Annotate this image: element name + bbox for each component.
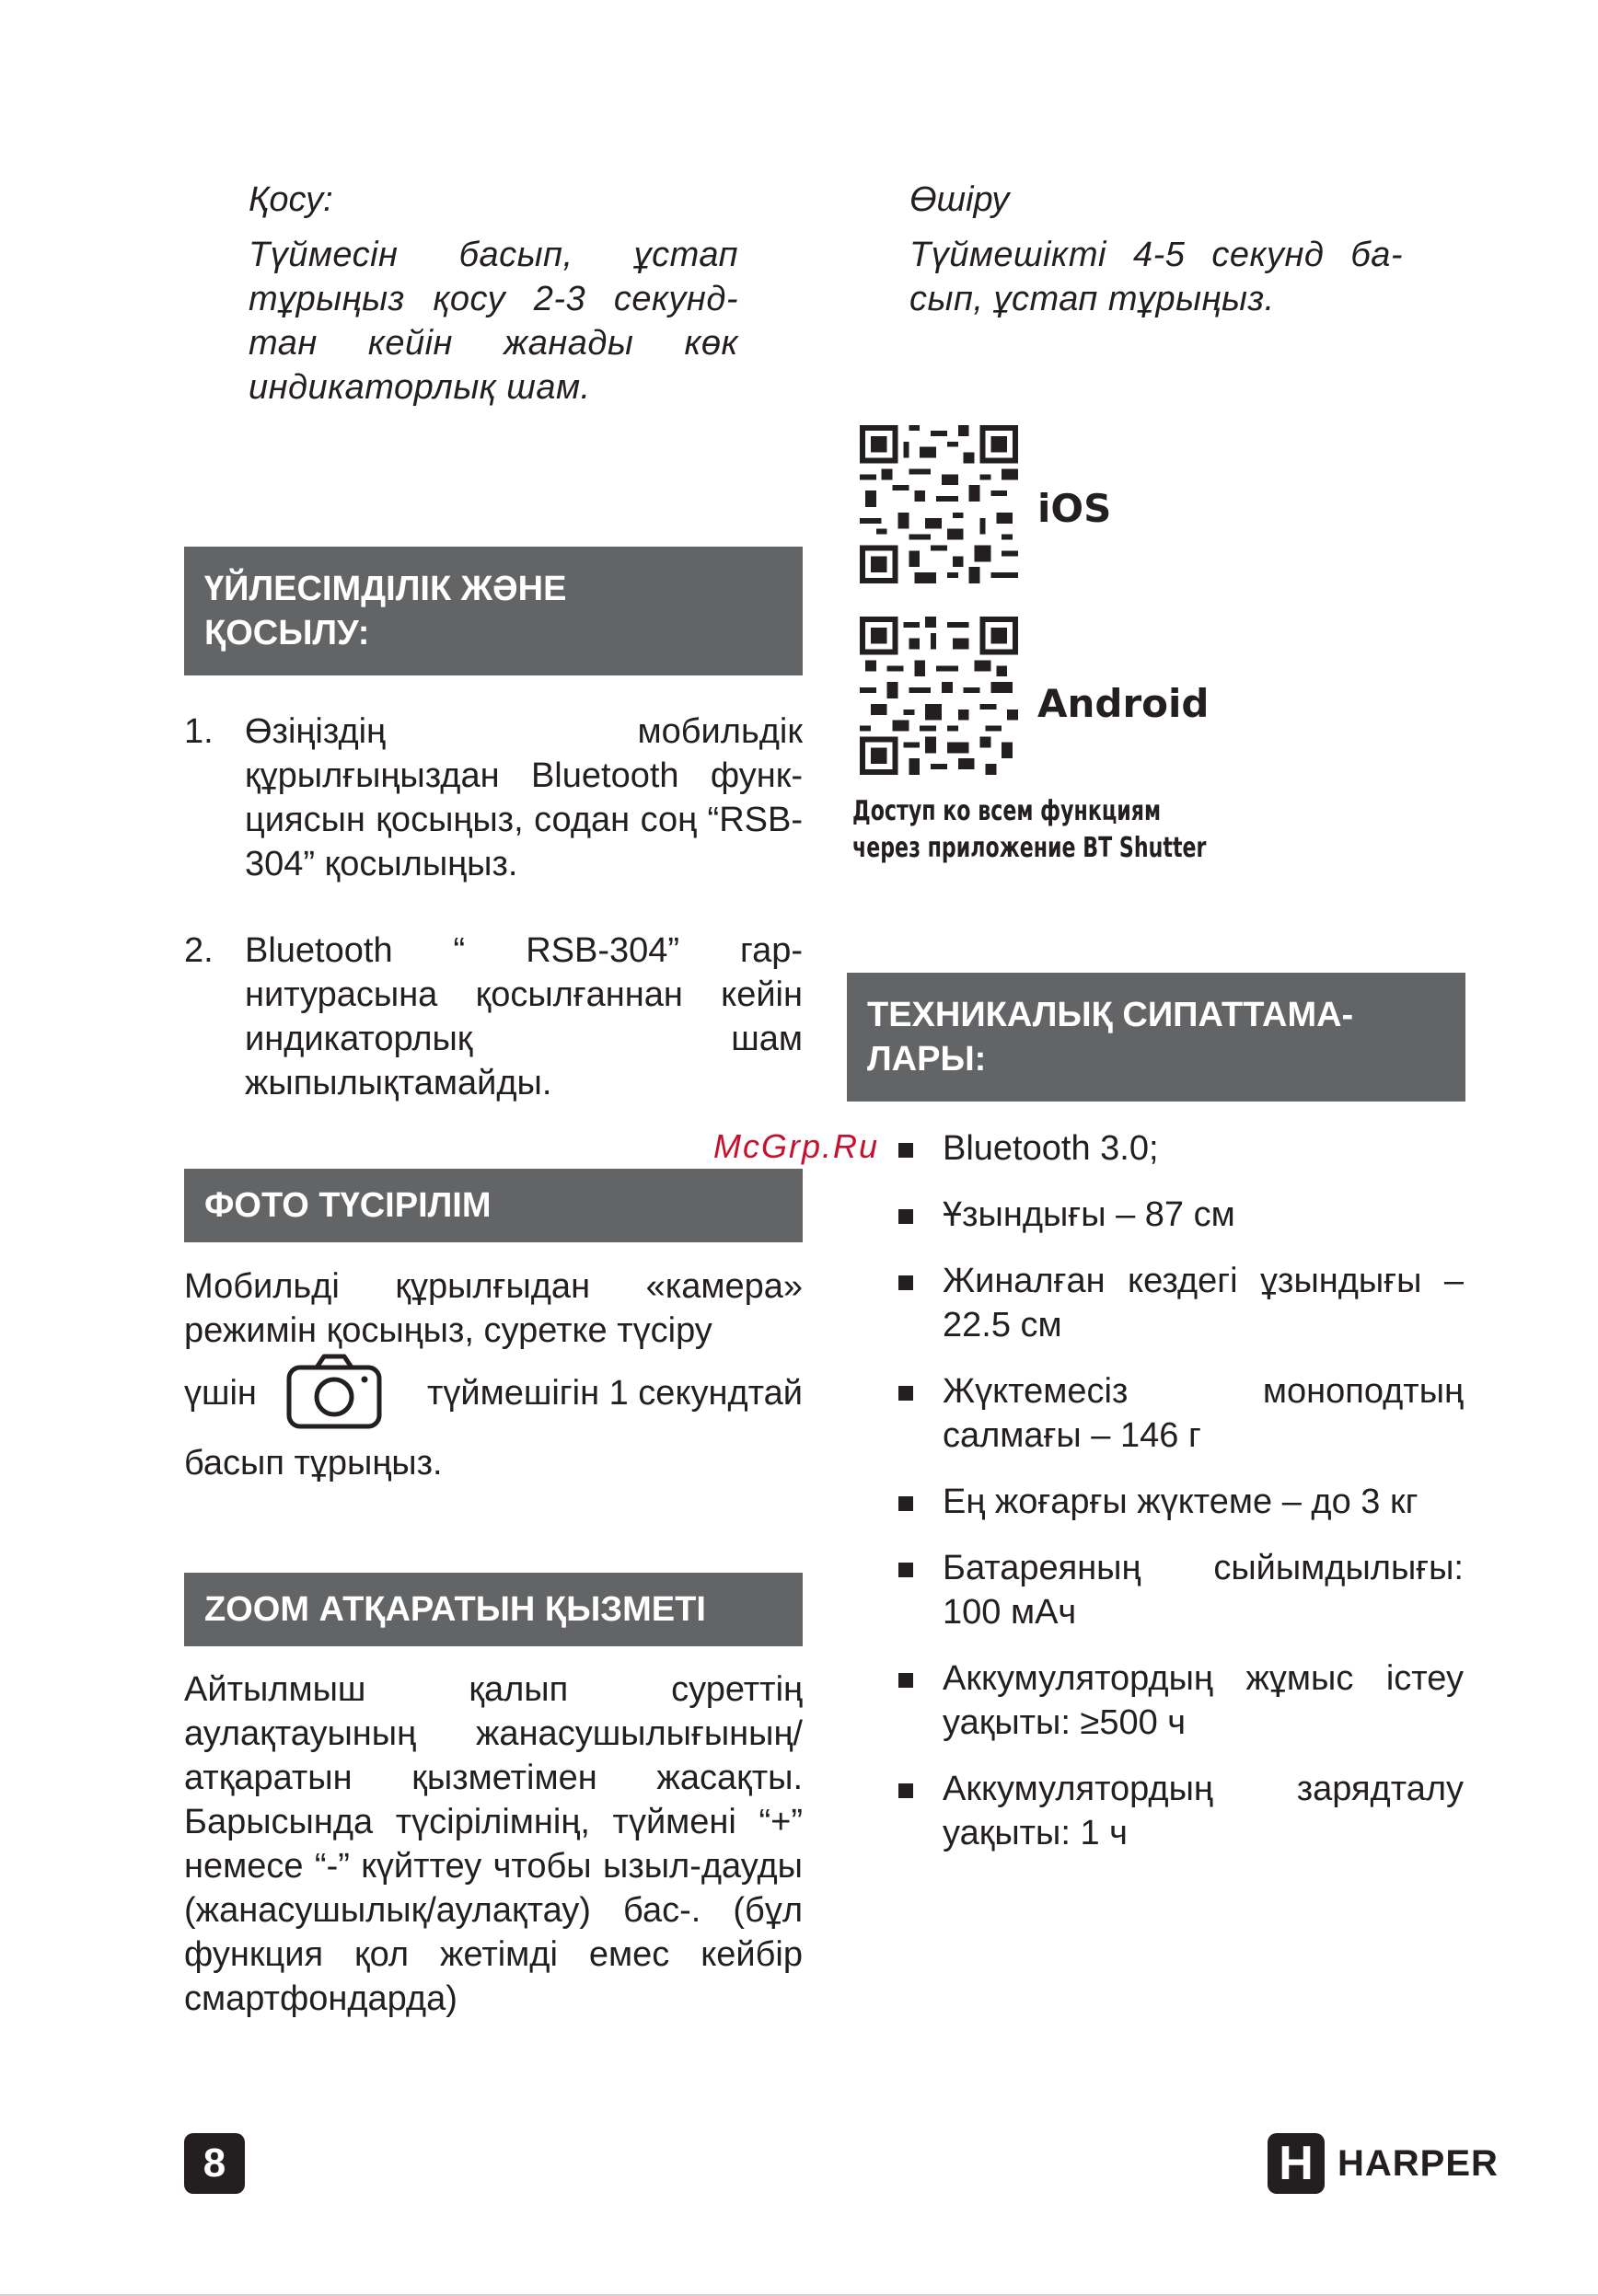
spec-item (898, 1656, 1464, 1745)
app-note-line2: через приложение BT Shutter (852, 832, 1207, 864)
step-2-number: 2. (184, 931, 214, 970)
spec-item (898, 1767, 1464, 1855)
step-2 (184, 929, 803, 1105)
connection-steps (184, 710, 803, 1105)
zoom-header-text: ZOOM АТҚАРАТЫН ҚЫЗМЕТІ (204, 1590, 706, 1629)
zoom-text: Айтылмыш қалып суреттің аулақтауының жанасушылығының/ атқаратын қызметімен жасақты. Барысында түсірілімнің, түймені “+” немесе “-” күйттеу чтобы ызыл-дауды (жанасушылық/аулақтау) бас-. (бұл функция қол жетімді емес кейбір смартфондарда) (184, 1670, 803, 2018)
power-off-title: Өшіру (909, 180, 1010, 219)
spec-text: Жиналған кездегі ұзындығы – 22.5 см (943, 1262, 1464, 1344)
photo-text-line2 (184, 1353, 803, 1426)
page-number: 8 (184, 2133, 245, 2194)
spec-item (898, 1259, 1464, 1347)
zoom-header (184, 1573, 803, 1646)
bullet-square-icon (898, 1563, 913, 1577)
bullet-square-icon (898, 1496, 913, 1511)
spec-item (898, 1546, 1464, 1634)
harper-brand-text: HARPER (1337, 2142, 1499, 2184)
photo-header-text: ФОТО ТҮСІРІЛІМ (204, 1186, 492, 1225)
android-qr-code (860, 617, 1018, 775)
spec-text: Аккумулятордың жұмыс істеу уақыты: ≥500 ч (943, 1659, 1464, 1742)
ios-qr-code (860, 425, 1018, 583)
spec-item (898, 1193, 1464, 1237)
tech-specs-header (847, 973, 1465, 1102)
camera-icon (285, 1353, 383, 1432)
bullet-square-icon (898, 1143, 913, 1158)
photo-text-for: үшін (184, 1374, 257, 1413)
spec-text: Жүктемесіз моноподтың салмағы – 146 г (943, 1372, 1464, 1455)
compatibility-header-text: ҮЙЛЕСІМДІЛІК ЖӘНЕ ҚОСЫЛУ: (204, 570, 567, 652)
spec-text: Ең жоғарғы жүктеме – до 3 кг (943, 1483, 1419, 1521)
watermark: McGrp.Ru (713, 1127, 880, 1165)
spec-text: Аккумулятордың зарядталу уақыты: 1 ч (943, 1770, 1464, 1852)
compatibility-header (184, 547, 803, 675)
bullet-square-icon (898, 1783, 913, 1798)
bullet-square-icon (898, 1209, 913, 1224)
spec-item (898, 1126, 1464, 1171)
spec-list (898, 1126, 1464, 1877)
photo-text-button: түймешігін 1 секундтай (426, 1374, 803, 1413)
ios-label: iOS (1037, 486, 1112, 531)
spec-item (898, 1480, 1464, 1524)
bullet-square-icon (898, 1275, 913, 1290)
app-note (852, 793, 1206, 867)
step-1-number: 1. (184, 712, 214, 751)
spec-text: Батареяның сыйымдылығы: 100 мАч (943, 1549, 1464, 1632)
bullet-square-icon (898, 1386, 913, 1401)
power-off-text: Түймешікті 4-5 секунд ба-сып, ұстап тұрыңыз. (909, 236, 1403, 318)
step-1-text: Өзіңіздің мобильдік құрылғыңыздан Bluetooth функ-циясын қосыңыз, содан соң “RSB-304” қосылыңыз. (245, 712, 803, 883)
harper-logo-icon: H (1268, 2133, 1325, 2194)
step-1 (184, 710, 803, 886)
harper-logo (1268, 2133, 1499, 2194)
photo-text-line3: басып тұрыңыз. (184, 1444, 443, 1483)
app-note-line1: Доступ ко всем функциям (852, 795, 1162, 827)
spec-text: Ұзындығы – 87 см (943, 1195, 1235, 1234)
bullet-square-icon (898, 1673, 913, 1688)
android-label: Android (1037, 681, 1210, 726)
step-2-text: Bluetooth “ RSB-304” гар-нитурасына қосылғаннан кейін индикаторлық шам жыпылықтамайды. (245, 931, 803, 1102)
power-on-title: Қосу: (249, 180, 333, 219)
spec-item (898, 1369, 1464, 1458)
power-on-text: Түймесін басып, ұстап тұрыңыз қосу 2-3 секунд-тан кейін жанады көк индикаторлық шам. (249, 236, 738, 407)
photo-text-line1: Мобильді құрылғыдан «камера» режимін қосыңыз, суретке түсіру (184, 1267, 803, 1350)
spec-text: Bluetooth 3.0; (943, 1129, 1159, 1168)
tech-specs-header-text: ТЕХНИКАЛЫҚ СИПАТТАМА-ЛАРЫ: (867, 996, 1354, 1079)
photo-header (184, 1169, 803, 1242)
